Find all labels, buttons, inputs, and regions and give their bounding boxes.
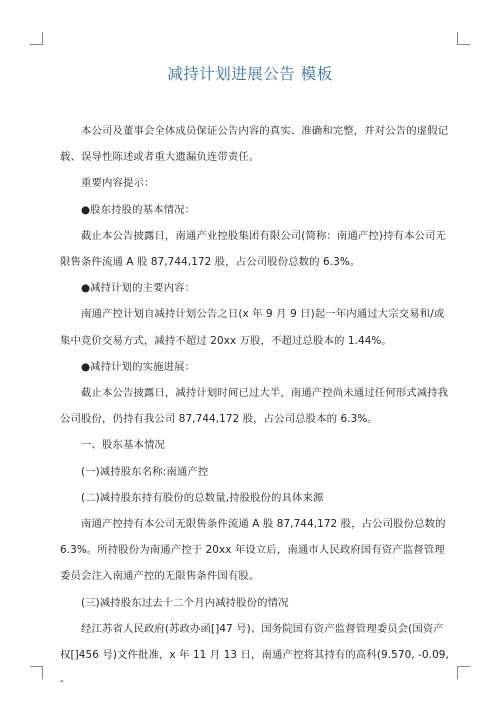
crop-mark-bottom-right bbox=[457, 666, 470, 679]
paragraph-holding-detail: 截止本公告披露日，南通产业控股集团有限公司(简称：南通产控)持有本公司无限售条件流通 A 股 87,744,172 股，占公司股份总数的 6.3%。 bbox=[60, 229, 446, 269]
paragraph-shares-source-heading: (二)减持股东持有股份的总数量,持股股份的具体来源 bbox=[81, 491, 324, 504]
paragraph-past-reduction-heading: (三)减持股东过去十二个月内减持股份的情况 bbox=[81, 596, 289, 609]
paragraph-bullet-holding: ●股东持股的基本情况： bbox=[81, 203, 196, 216]
section-heading-shareholder: 一、股东基本情况 bbox=[81, 439, 165, 452]
paragraph-disclaimer: 本公司及董事会全体成员保证公告内容的真实、准确和完整，并对公告的虚假记载、误导性陈述或者重大遗漏负连带责任。 bbox=[60, 125, 449, 164]
paragraph-shareholder-name: (一)减持股东名称:南通产控 bbox=[81, 465, 209, 478]
paragraph-bullet-plan: ●减持计划的主要内容： bbox=[81, 282, 196, 295]
paragraph-shares-source-detail: 南通产控持有本公司无限售条件流通 A 股 87,744,172 股，占公司股份总数的 6.3%。所持股份为南通产控于 20xx 年设立后，南通市人民政府国有资产监督管理委员会注入南通产控的无限售条件国有股。 bbox=[60, 518, 446, 583]
crop-mark-top-right bbox=[457, 32, 470, 45]
paragraph-progress-detail: 截止本公告披露日，减持计划时间已过大半，南通产控尚未通过任何形式减持我公司股份，仍持有我公司 87,744,172 股，占公司总股本的 6.3%。 bbox=[60, 387, 449, 426]
paragraph-key-points: 重要内容提示： bbox=[81, 177, 155, 190]
document-title: 减持计划进展公告 模板 bbox=[167, 65, 333, 83]
crop-mark-bottom-left bbox=[30, 666, 43, 679]
paragraph-bullet-progress: ●减持计划的实施进展： bbox=[81, 360, 196, 373]
paragraph-past-reduction-detail: 经江苏省人民政府(苏政办函[]47 号)、国务院国有资产监督管理委员会(国资产权[]456 号)文件批准，x 年 11 月 13 日，南通产控将其持有的高科(9.570, -0.09, - bbox=[60, 622, 449, 688]
crop-mark-top-left bbox=[30, 32, 43, 45]
document-body bbox=[60, 118, 450, 694]
paragraph-plan-detail: 南通产控计划自减持计划公告之日(x 年 9 月 9 日)起一年内通过大宗交易和/或集中竞价交易方式，减持不超过 20xx 万股，不超过总股本的 1.44%。 bbox=[60, 308, 445, 347]
